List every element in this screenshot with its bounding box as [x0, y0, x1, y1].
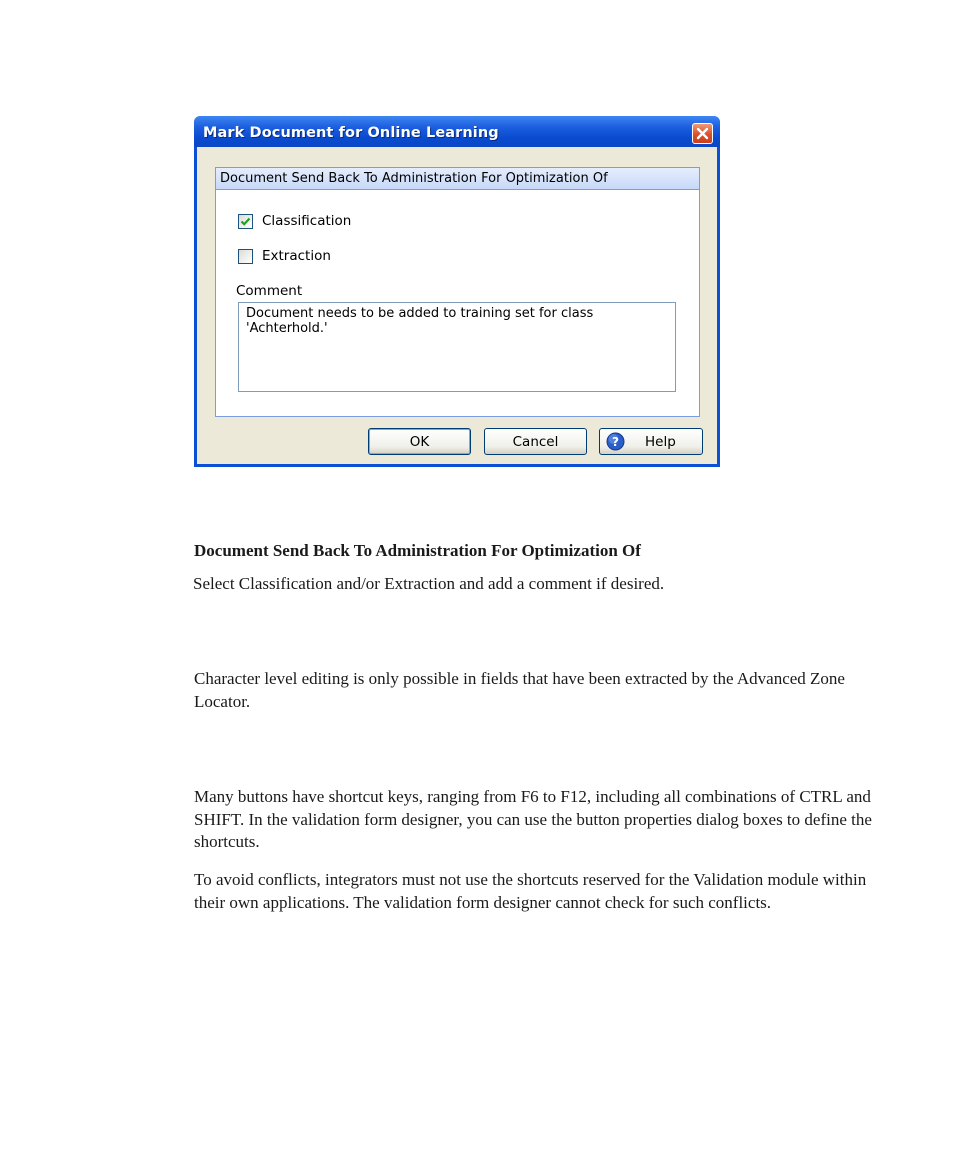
paragraph-select-options: Select Classification and/or Extraction and add a comment if desired.	[193, 574, 665, 593]
svg-text:?: ?	[612, 435, 619, 449]
comment-textarea[interactable]: Document needs to be added to training set for class 'Achterhold.'	[238, 302, 676, 392]
cancel-button[interactable]	[484, 428, 587, 455]
ok-button[interactable]	[368, 428, 471, 455]
checkmark-icon	[240, 216, 251, 227]
section-heading: Document Send Back To Administration For Optimization Of	[194, 541, 641, 560]
classification-option[interactable]	[238, 213, 351, 229]
classification-label: Classification	[262, 213, 352, 229]
close-button[interactable]	[692, 123, 713, 144]
extraction-checkbox[interactable]	[238, 249, 253, 264]
help-icon	[606, 432, 625, 451]
optimization-group	[215, 167, 700, 417]
paragraph-conflicts: To avoid conflicts, integrators must not use the shortcuts reserved for the Validation module within their own applications. The validation form designer cannot check for such conflicts.	[194, 870, 867, 912]
help-button[interactable]	[599, 428, 703, 455]
extraction-option[interactable]	[238, 248, 331, 264]
mark-document-dialog	[194, 116, 720, 467]
close-icon	[696, 127, 709, 140]
help-label: Help	[645, 433, 676, 450]
group-header: Document Send Back To Administration For Optimization Of	[216, 168, 699, 190]
paragraph-character-editing: Character level editing is only possible in fields that have been extracted by the Advanced Zone Locator.	[194, 669, 845, 711]
dialog-titlebar[interactable]	[194, 116, 720, 147]
comment-label: Comment	[236, 283, 303, 299]
extraction-label: Extraction	[262, 248, 331, 264]
classification-checkbox[interactable]	[238, 214, 253, 229]
dialog-title: Mark Document for Online Learning	[203, 125, 499, 141]
paragraph-shortcut-keys: Many buttons have shortcut keys, ranging from F6 to F12, including all combinations of CTRL and SHIFT. In the validation form designer, you can use the button properties dialog boxes to define the shortcuts.	[194, 787, 872, 851]
cancel-label: Cancel	[512, 433, 559, 450]
dialog-client	[197, 147, 717, 464]
ok-label: OK	[409, 433, 430, 450]
